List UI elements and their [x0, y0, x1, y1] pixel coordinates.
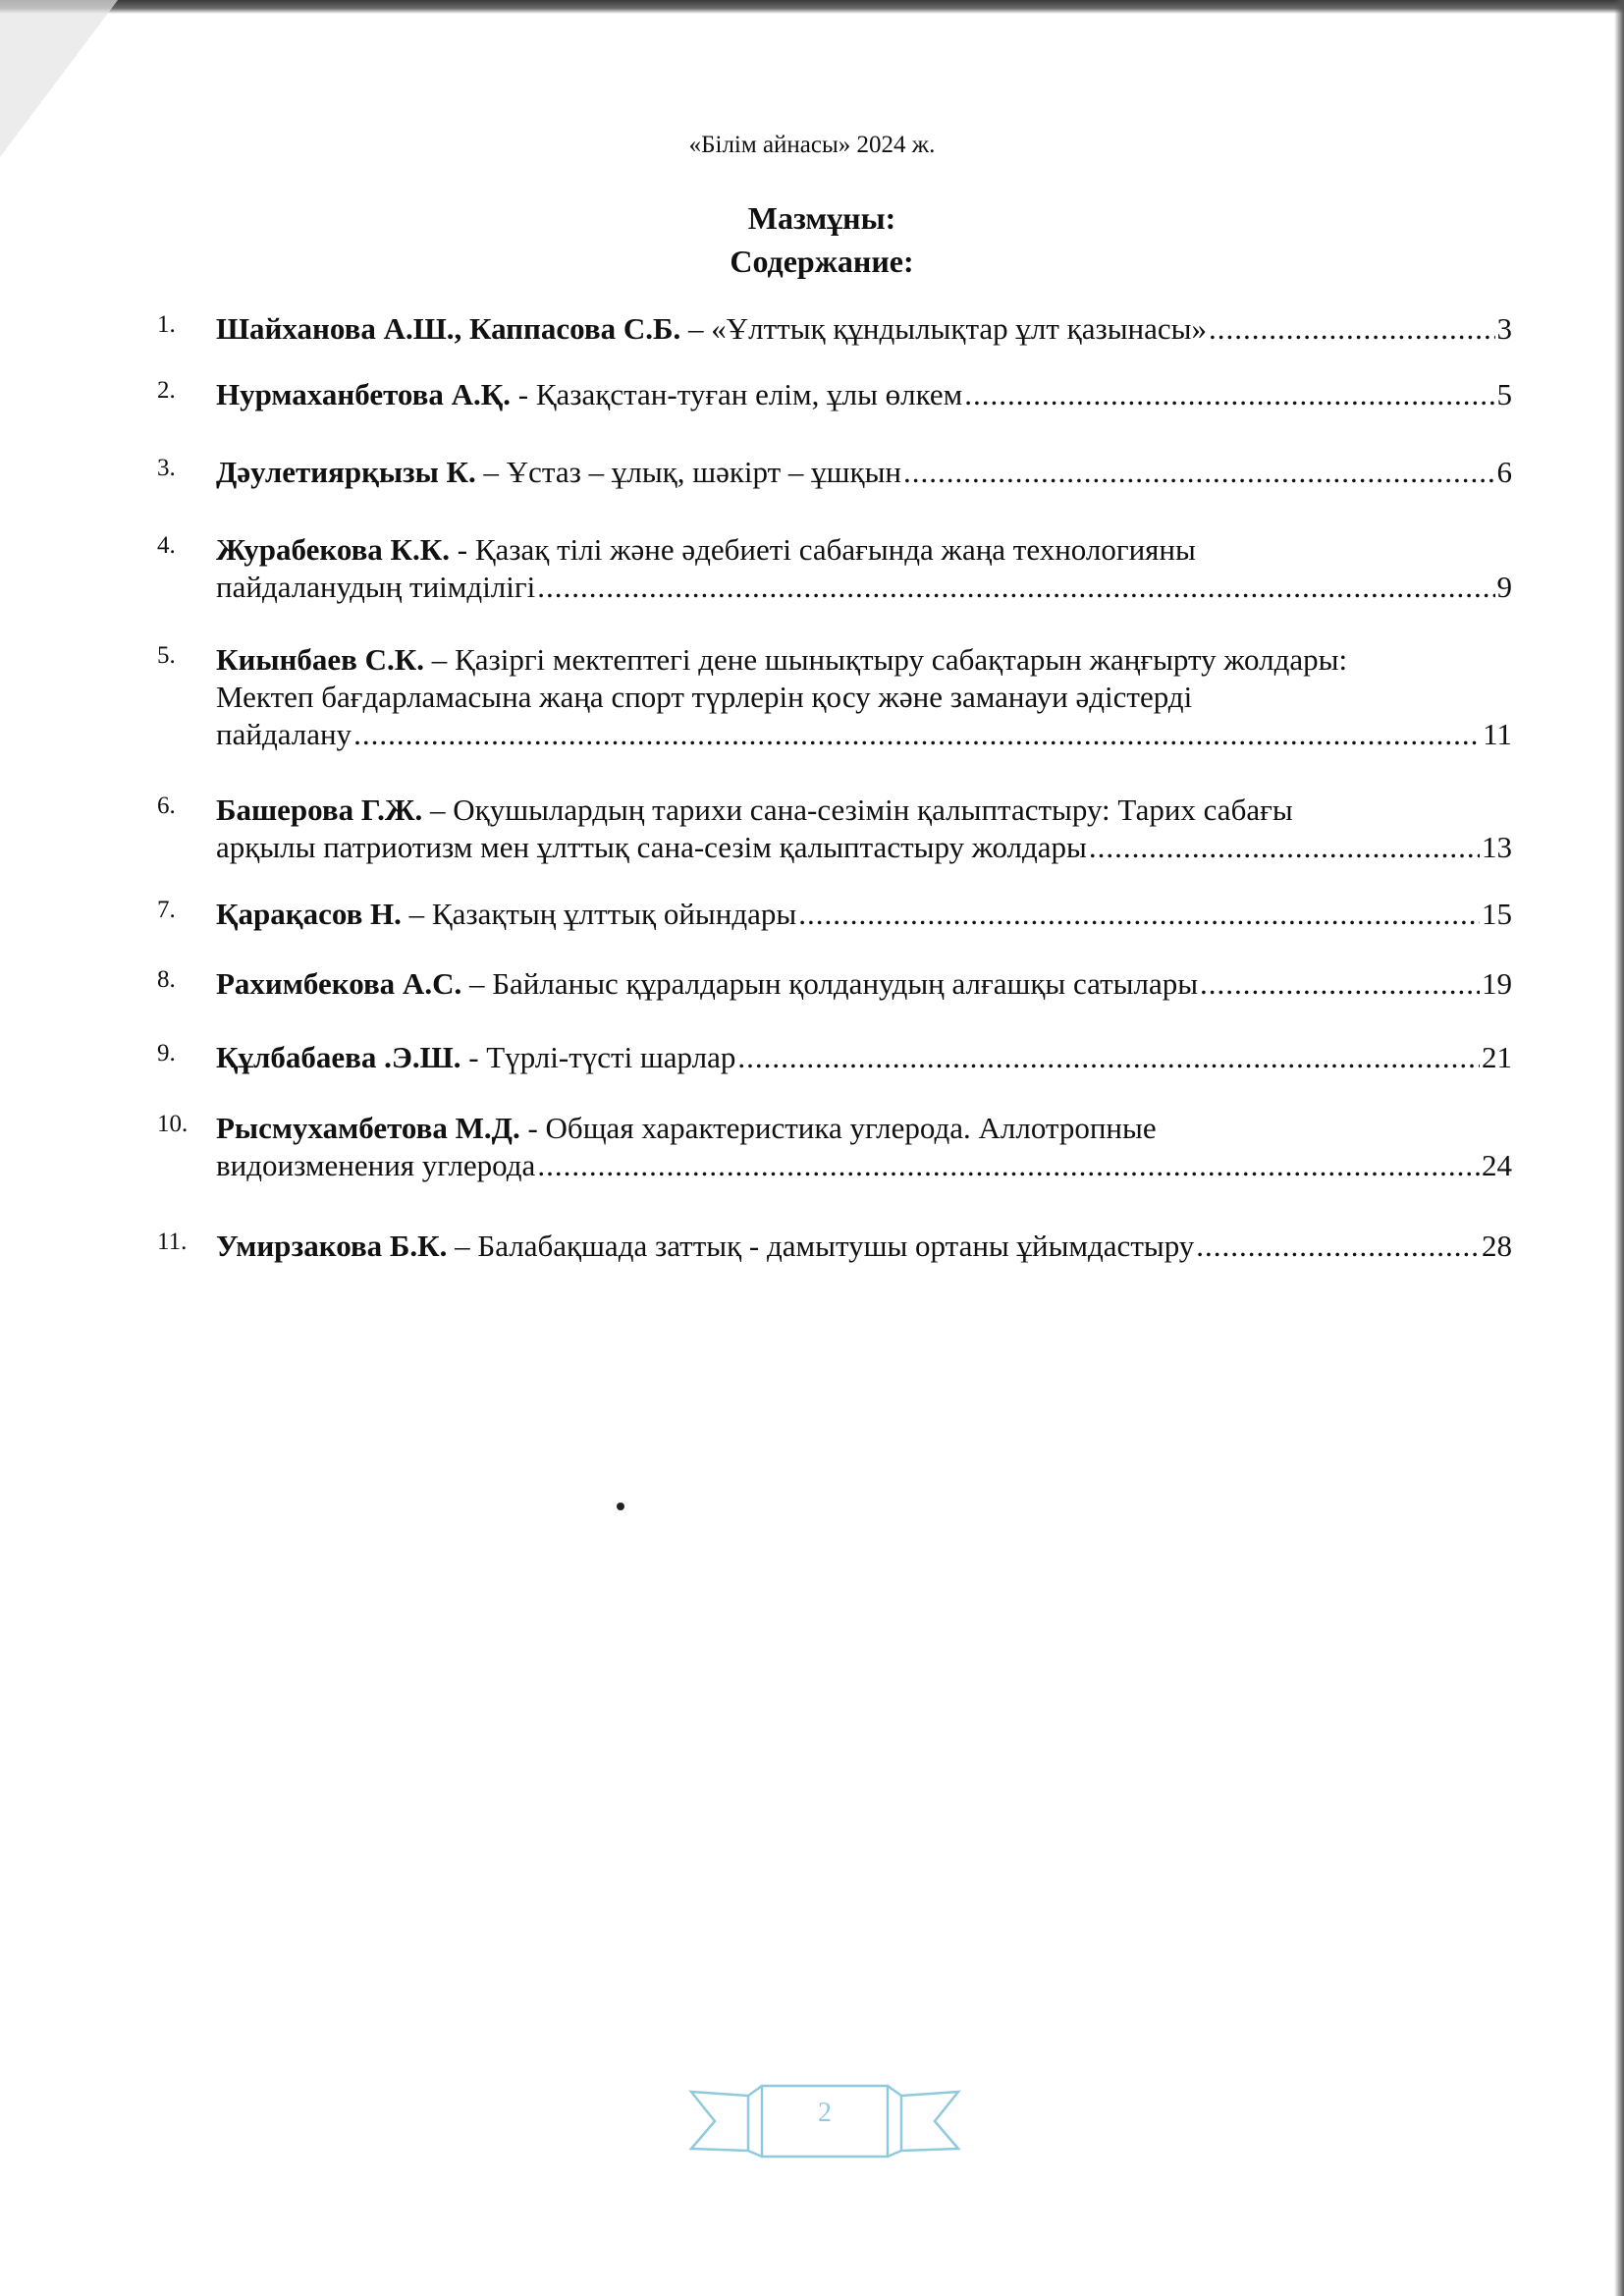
- toc-entry-separator: –: [422, 793, 454, 827]
- toc-title-kazakh: Мазмұны:: [747, 200, 896, 236]
- toc-entry-title-line: Балабақшада заттық - дамытушы ортаны ұйымдастыру: [477, 1229, 1195, 1263]
- toc-entry-author: Киынбаев С.К.: [216, 642, 425, 677]
- toc-entry-title-line: Оқушылардың тарихи сана-сезімін қалыптастыру: Тарих сабағы: [453, 793, 1293, 827]
- toc-leader-dots: [1200, 965, 1480, 1003]
- toc-entry-separator: –: [461, 966, 493, 1001]
- toc-entry-number: 2.: [157, 377, 176, 404]
- toc-leader-dots: [537, 1147, 1480, 1184]
- toc-entry-title-line: пайдаланудың тиімділігі: [216, 570, 536, 604]
- toc-entry-number: 3.: [157, 455, 176, 481]
- toc-entry-number: 6.: [157, 793, 176, 819]
- toc-leader-dots: [798, 896, 1480, 933]
- toc-title-russian: Содержание:: [730, 244, 914, 279]
- toc-entry-author: Қарақасов Н.: [216, 897, 402, 931]
- toc-entry-page: 5: [1496, 377, 1512, 411]
- toc-entry: [157, 310, 1512, 348]
- footer-page-ribbon: [687, 2080, 962, 2162]
- toc-entry-author: Рахимбекова А.С.: [216, 966, 462, 1001]
- toc-entry-title-line: Мектеп бағдарламасына жаңа спорт түрлерін қосу және заманауи әдістерді: [216, 680, 1193, 714]
- toc-entry-number: 5.: [157, 642, 176, 669]
- toc-entry-page: 28: [1482, 1229, 1512, 1263]
- toc-entry-number: 10.: [157, 1111, 189, 1137]
- toc-entry-page: 6: [1496, 455, 1512, 489]
- toc-entry: [157, 376, 1512, 413]
- toc-entry: [157, 792, 1512, 866]
- toc-entry-separator: -: [519, 1111, 546, 1145]
- toc-entry-separator: –: [680, 311, 712, 346]
- toc-entry-title-line: арқылы патриотизм мен ұлттық сана-сезім қалыптастыру жолдары: [216, 830, 1087, 864]
- toc-entry-author: Журабекова К.К.: [216, 532, 451, 567]
- toc-entry-title-line: Общая характеристика углерода. Аллотропные: [545, 1111, 1157, 1145]
- toc-entry-page: 11: [1483, 717, 1512, 751]
- toc-entry-separator: -: [511, 377, 536, 411]
- toc-entry-page: 13: [1482, 830, 1512, 864]
- running-header: «Білім айнасы» 2024 ж.: [688, 132, 936, 158]
- toc-entry-title-line: видоизменения углерода: [216, 1148, 536, 1182]
- toc-entry-author: Умирзакова Б.К.: [216, 1229, 448, 1263]
- toc-entry-separator: -: [450, 532, 475, 567]
- toc-entry-author: Башерова Г.Ж.: [216, 793, 423, 827]
- toc-entry-page: 19: [1482, 966, 1512, 1001]
- toc-entry-author: Нурмаханбетова А.Қ.: [216, 377, 511, 411]
- toc-entry-number: 9.: [157, 1040, 176, 1066]
- toc-entry-title-line: Ұстаз – ұлық, шәкірт – ұшқын: [506, 455, 902, 489]
- toc-leader-dots: [903, 454, 1494, 491]
- toc-entry-number: 4.: [157, 532, 176, 559]
- toc-entry: [157, 896, 1512, 933]
- toc-entry-number: 1.: [157, 311, 176, 338]
- toc-leader-dots: [737, 1039, 1480, 1076]
- toc-entry: [157, 531, 1512, 606]
- toc-entry-author: Рысмухамбетова М.Д.: [216, 1111, 520, 1145]
- toc-entry-author: Дәулетиярқызы К.: [216, 455, 476, 489]
- scan-edge-right: [1614, 0, 1624, 2296]
- toc-entry-author: Құлбабаева .Э.Ш.: [216, 1040, 461, 1074]
- stray-dot-mark: [617, 1503, 624, 1510]
- toc-leader-dots: [964, 376, 1494, 413]
- toc-entry: [157, 454, 1512, 491]
- toc-entry-page: 15: [1482, 897, 1512, 931]
- toc-entry-page: 3: [1496, 311, 1512, 346]
- toc-leader-dots: [1209, 310, 1495, 348]
- toc-entry-separator: -: [460, 1040, 487, 1074]
- toc-entry: [157, 1228, 1512, 1265]
- toc-entry-number: 11.: [157, 1229, 188, 1255]
- toc-entry-author: Шайханова А.Ш., Каппасова С.Б.: [216, 311, 681, 346]
- toc-entry: [157, 641, 1512, 753]
- toc-entry-separator: –: [424, 642, 456, 677]
- toc-entry-separator: –: [401, 897, 432, 931]
- toc-entry-separator: –: [447, 1229, 478, 1263]
- toc-entry-title-line: Түрлі-түсті шарлар: [486, 1040, 736, 1074]
- toc-entry: [157, 1039, 1512, 1076]
- toc-entry-title-line: Қазақтың ұлттық ойындары: [431, 897, 797, 931]
- toc-leader-dots: [353, 716, 1481, 753]
- toc-entry-title-line: «Ұлттық құндылықтар ұлт қазынасы»: [711, 311, 1207, 346]
- toc-entry-number: 8.: [157, 966, 176, 993]
- toc-entry-separator: –: [475, 455, 507, 489]
- toc-leader-dots: [537, 569, 1494, 606]
- toc-entry-number: 7.: [157, 897, 176, 923]
- toc-entry-page: 24: [1482, 1148, 1512, 1182]
- toc-entry-page: 21: [1482, 1040, 1512, 1074]
- toc-entry-title-line: пайдалану: [216, 717, 352, 751]
- scan-edge-top: [0, 0, 1624, 14]
- toc-leader-dots: [1196, 1228, 1480, 1265]
- toc-entry-title-line: Қазақстан-туған елім, ұлы өлкем: [535, 377, 963, 411]
- toc-entry-title-line: Қазақ тілі және әдебиеті сабағында жаңа технологияны: [474, 532, 1196, 567]
- toc-entry-title-line: Қазіргі мектептегі дене шынықтыру сабақтарын жаңғырту жолдары:: [455, 642, 1348, 677]
- toc-leader-dots: [1089, 829, 1480, 866]
- page-number: 2: [818, 2098, 832, 2128]
- toc-entry-title-line: Байланыс құралдарын қолданудың алғашқы сатылары: [492, 966, 1199, 1001]
- toc-entry: [157, 965, 1512, 1003]
- toc-entry: [157, 1110, 1512, 1184]
- toc-entry-page: 9: [1496, 570, 1512, 604]
